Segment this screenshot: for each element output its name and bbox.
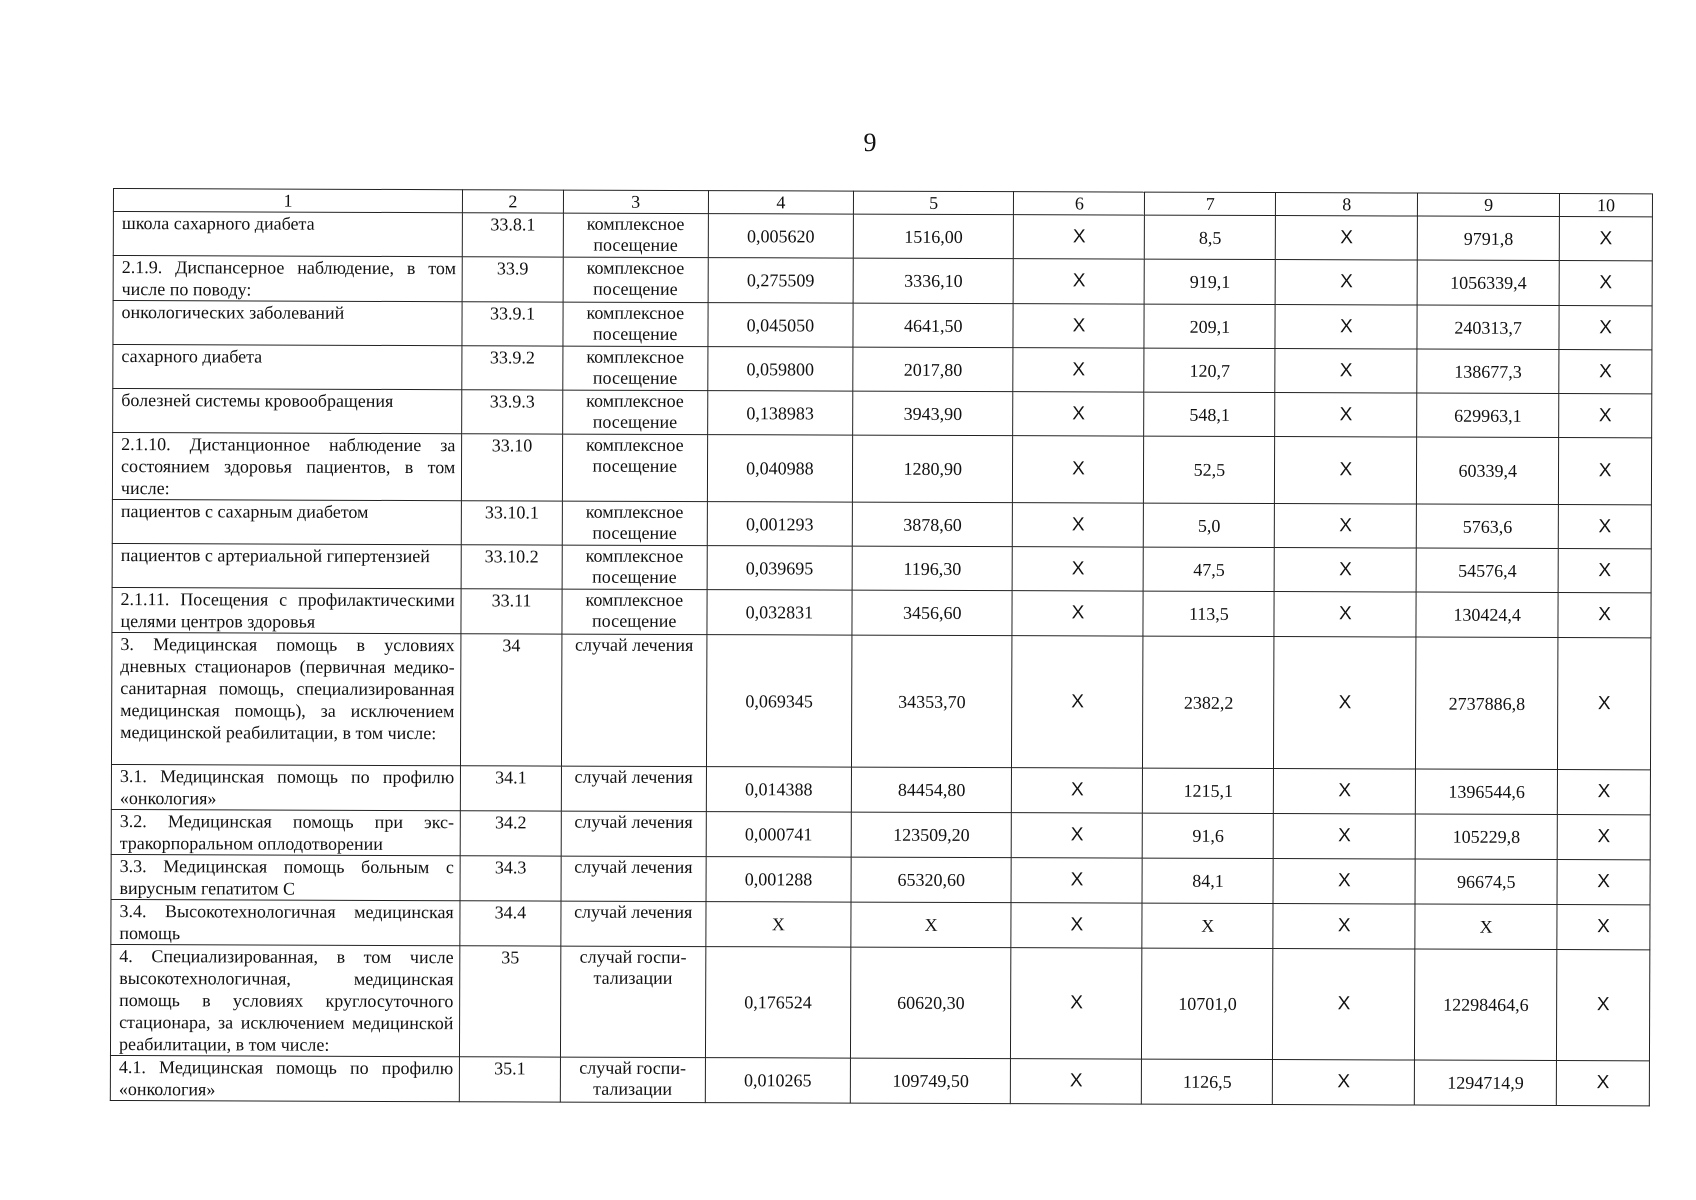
row-code: 33.9 xyxy=(462,257,563,302)
col5-value: 60620,30 xyxy=(850,947,1011,1059)
col10-value: Х xyxy=(1557,905,1650,950)
table-container xyxy=(110,188,1653,1106)
col5-value: 109749,50 xyxy=(850,1058,1011,1104)
row-code: 33.9.2 xyxy=(462,346,563,390)
row-unit: случай лечения xyxy=(561,634,707,767)
col8-value: Х xyxy=(1274,548,1416,592)
col8-value: Х xyxy=(1275,393,1417,437)
row-unit: комплексное посещение xyxy=(563,302,708,347)
col8-value: Х xyxy=(1274,814,1416,859)
row-unit: комплексное посещение xyxy=(562,545,707,590)
col5-value: 2017,80 xyxy=(853,347,1014,392)
row-name: пациентов с артериальной гипертензией xyxy=(112,543,461,588)
table-row xyxy=(112,587,1651,637)
column-header-5: 5 xyxy=(853,191,1014,215)
col9-value: 138677,3 xyxy=(1417,349,1559,393)
col4-value: 0,001288 xyxy=(706,857,851,903)
col6-value: Х xyxy=(1013,348,1144,392)
col6-value: Х xyxy=(1012,813,1143,858)
row-unit: случай лечения xyxy=(561,901,706,947)
col6-value: Х xyxy=(1011,858,1142,903)
col6-value: Х xyxy=(1012,768,1143,813)
row-name: 3.3. Медицинская помощь больным с вирусным гепатитом С xyxy=(111,854,460,900)
table-row xyxy=(110,944,1649,1060)
row-unit: комплексное посещение xyxy=(562,589,707,635)
col8-value: Х xyxy=(1276,216,1418,260)
row-code: 34.4 xyxy=(460,901,561,946)
row-code: 33.11 xyxy=(461,589,562,634)
row-code: 34.1 xyxy=(461,766,562,811)
row-name: онкологических заболеваний xyxy=(113,301,462,346)
col4-value: 0,040988 xyxy=(707,435,852,503)
table-row xyxy=(111,809,1650,859)
table-row xyxy=(113,256,1652,306)
row-unit: комплексное посещение xyxy=(563,213,708,258)
col4-value: 0,275509 xyxy=(708,258,853,304)
row-unit: комплексное посещение xyxy=(562,390,707,435)
col10-value: Х xyxy=(1556,1061,1649,1106)
row-code: 33.8.1 xyxy=(463,213,564,257)
col4-value: 0,176524 xyxy=(705,947,851,1059)
col6-value: Х xyxy=(1011,903,1142,948)
col5-value: 3456,60 xyxy=(852,590,1013,636)
col7-value: 209,1 xyxy=(1144,304,1275,348)
row-name: школа сахарного диабета xyxy=(113,212,462,257)
col8-value: Х xyxy=(1275,305,1417,349)
col4-value: 0,005620 xyxy=(708,214,853,259)
col9-value: 60339,4 xyxy=(1417,437,1559,504)
col4-value: 0,138983 xyxy=(707,391,852,436)
col6-value: Х xyxy=(1014,215,1145,259)
col7-value: 52,5 xyxy=(1144,436,1275,503)
row-unit: случай лечения xyxy=(561,856,706,902)
col4-value: 0,045050 xyxy=(708,303,853,348)
col9-value: 54576,4 xyxy=(1416,548,1558,592)
col10-value: Х xyxy=(1559,394,1652,438)
col5-value: Х xyxy=(851,902,1012,948)
col9-value: 130424,4 xyxy=(1416,592,1558,637)
col5-value: 34353,70 xyxy=(851,635,1012,768)
col10-value: Х xyxy=(1559,438,1652,505)
row-unit: комплексное посещение xyxy=(562,346,707,391)
col10-value: Х xyxy=(1559,217,1652,261)
row-unit: случай лечения xyxy=(561,811,706,857)
row-unit: случай госпитализации xyxy=(560,1057,705,1103)
row-name: 3. Медицинская помощь в условиях дневных стационаров (первичная медико-санитарная помощь, специализированная медицинская помощь), за исключением медицинской реабилитации, в том числе: xyxy=(111,632,461,765)
col10-value: Х xyxy=(1559,306,1652,350)
column-header-4: 4 xyxy=(708,191,853,215)
col8-value: Х xyxy=(1275,437,1417,504)
col8-value: Х xyxy=(1274,637,1416,769)
column-header-6: 6 xyxy=(1014,192,1145,215)
col8-value: Х xyxy=(1275,504,1417,548)
col9-value: 96674,5 xyxy=(1415,859,1557,904)
row-name: 4. Специализированная, в том числе высокотехнологичная, медицинская помощь в условиях круглосуточного стационара, за исключением медицинской реабилитации, в том числе: xyxy=(110,944,460,1056)
row-unit: комплексное посещение xyxy=(562,501,707,546)
table-body xyxy=(110,212,1652,1106)
table-row xyxy=(111,632,1650,769)
col9-value: 1396544,6 xyxy=(1416,769,1558,814)
table-row xyxy=(111,764,1650,814)
col5-value: 1280,90 xyxy=(852,435,1013,503)
table-row xyxy=(113,212,1652,261)
row-code: 33.9.3 xyxy=(462,390,563,434)
col9-value: Х xyxy=(1415,904,1557,949)
col9-value: 105229,8 xyxy=(1415,814,1557,859)
col10-value: Х xyxy=(1558,549,1651,593)
row-name: 2.1.11. Посещения с профилактическими целями центров здоровья xyxy=(112,587,461,633)
column-header-7: 7 xyxy=(1145,192,1276,215)
col8-value: Х xyxy=(1275,260,1417,305)
col7-value: 1215,1 xyxy=(1143,768,1274,813)
row-name: 3.4. Высокотехнологичная медицинская помощь xyxy=(111,899,460,945)
table-row xyxy=(113,345,1652,394)
col7-value: 8,5 xyxy=(1145,215,1276,259)
col8-value: Х xyxy=(1274,592,1416,637)
row-code: 33.9.1 xyxy=(462,302,563,346)
col10-value: Х xyxy=(1558,638,1651,770)
col6-value: Х xyxy=(1013,436,1144,503)
table-row xyxy=(113,389,1652,438)
col6-value: Х xyxy=(1012,636,1143,768)
col5-value: 65320,60 xyxy=(851,857,1012,903)
col8-value: Х xyxy=(1275,349,1417,393)
col7-value: 84,1 xyxy=(1142,858,1273,903)
col5-value: 84454,80 xyxy=(851,767,1012,813)
data-table xyxy=(110,188,1653,1106)
col4-value: Х xyxy=(706,902,851,948)
col10-value: Х xyxy=(1558,505,1651,549)
column-header-2: 2 xyxy=(463,190,563,213)
col8-value: Х xyxy=(1273,949,1415,1060)
page-number: 9 xyxy=(863,128,877,157)
row-name: 4.1. Медицинская помощь по профилю «онкология» xyxy=(110,1055,459,1101)
row-name: 3.2. Медицинская помощь при экстракорпоральном оплодотворении xyxy=(111,809,460,855)
col7-value: 120,7 xyxy=(1144,348,1275,392)
col6-value: Х xyxy=(1013,392,1144,436)
table-row xyxy=(110,1055,1649,1105)
row-code: 33.10 xyxy=(462,434,563,501)
row-name: сахарного диабета xyxy=(113,345,462,390)
col9-value: 1294714,9 xyxy=(1415,1060,1557,1105)
col9-value: 9791,8 xyxy=(1418,216,1560,260)
col7-value: 1126,5 xyxy=(1142,1059,1273,1104)
row-code: 35.1 xyxy=(460,1057,561,1102)
row-name: 3.1. Медицинская помощь по профилю «онкология» xyxy=(111,764,460,810)
col7-value: 10701,0 xyxy=(1142,948,1273,1059)
col4-value: 0,039695 xyxy=(707,546,852,591)
col9-value: 1056339,4 xyxy=(1417,260,1559,305)
col5-value: 3878,60 xyxy=(852,502,1013,547)
col8-value: Х xyxy=(1273,1060,1415,1105)
col4-value: 0,014388 xyxy=(706,767,851,813)
col10-value: Х xyxy=(1557,815,1650,860)
row-code: 35 xyxy=(460,946,561,1057)
col6-value: Х xyxy=(1011,1059,1142,1104)
col9-value: 240313,7 xyxy=(1417,305,1559,349)
row-code: 34.2 xyxy=(460,811,561,856)
col10-value: Х xyxy=(1557,770,1650,815)
column-header-1: 1 xyxy=(113,189,462,213)
col10-value: Х xyxy=(1558,593,1651,638)
row-code: 33.10.1 xyxy=(462,501,563,545)
col10-value: Х xyxy=(1559,350,1652,394)
col7-value: 113,5 xyxy=(1143,591,1274,636)
col5-value: 123509,20 xyxy=(851,812,1012,858)
col8-value: Х xyxy=(1273,904,1415,949)
col7-value: 91,6 xyxy=(1143,813,1274,858)
col9-value: 2737886,8 xyxy=(1416,637,1558,769)
row-unit: случай лечения xyxy=(561,766,706,812)
row-unit: комплексное посещение xyxy=(562,434,707,502)
col10-value: Х xyxy=(1557,950,1650,1061)
column-header-9: 9 xyxy=(1418,193,1560,216)
row-name: болезней системы кровообращения xyxy=(113,389,462,434)
row-code: 34 xyxy=(461,634,562,766)
col6-value: Х xyxy=(1012,591,1143,636)
col5-value: 4641,50 xyxy=(853,303,1014,348)
col4-value: 0,032831 xyxy=(707,590,852,636)
col4-value: 0,010265 xyxy=(705,1058,850,1104)
col6-value: Х xyxy=(1014,259,1145,304)
table-row xyxy=(111,854,1650,904)
col9-value: 5763,6 xyxy=(1417,504,1559,548)
row-name: пациентов с сахарным диабетом xyxy=(112,499,461,544)
table-row xyxy=(112,433,1651,505)
row-code: 34.3 xyxy=(460,856,561,901)
col10-value: Х xyxy=(1557,860,1650,905)
col4-value: 0,059800 xyxy=(708,347,853,392)
col9-value: 629963,1 xyxy=(1417,393,1559,437)
col5-value: 1516,00 xyxy=(853,214,1014,259)
column-header-3: 3 xyxy=(563,190,708,214)
col6-value: Х xyxy=(1013,304,1144,348)
row-unit: случай госпитализации xyxy=(560,946,706,1058)
table-row xyxy=(111,899,1650,949)
column-header-10: 10 xyxy=(1560,194,1653,217)
col5-value: 1196,30 xyxy=(852,546,1013,591)
col7-value: 2382,2 xyxy=(1143,636,1274,768)
col7-value: 548,1 xyxy=(1144,392,1275,436)
col7-value: 919,1 xyxy=(1144,259,1275,304)
col6-value: Х xyxy=(1011,948,1142,1059)
col5-value: 3336,10 xyxy=(853,258,1014,304)
col4-value: 0,001293 xyxy=(707,502,852,547)
col9-value: 12298464,6 xyxy=(1415,949,1557,1060)
col8-value: Х xyxy=(1273,859,1415,904)
row-name: 2.1.9. Диспансерное наблюдение, в том числе по поводу: xyxy=(113,256,462,302)
table-row xyxy=(113,301,1652,350)
row-name: 2.1.10. Дистанционное наблюдение за состоянием здоровья пациентов, в том числе: xyxy=(112,433,461,501)
row-code: 33.10.2 xyxy=(461,545,562,589)
col6-value: Х xyxy=(1013,503,1144,547)
col4-value: 0,000741 xyxy=(706,812,851,858)
table-row xyxy=(112,499,1651,548)
col7-value: Х xyxy=(1142,903,1273,948)
col10-value: Х xyxy=(1559,261,1652,306)
col4-value: 0,069345 xyxy=(706,635,852,768)
col5-value: 3943,90 xyxy=(853,391,1014,436)
col6-value: Х xyxy=(1013,547,1144,591)
table-row xyxy=(112,543,1651,592)
col8-value: Х xyxy=(1274,769,1416,814)
col7-value: 5,0 xyxy=(1144,503,1275,547)
col7-value: 47,5 xyxy=(1143,547,1274,591)
row-unit: комплексное посещение xyxy=(563,257,708,303)
column-header-8: 8 xyxy=(1276,193,1418,216)
